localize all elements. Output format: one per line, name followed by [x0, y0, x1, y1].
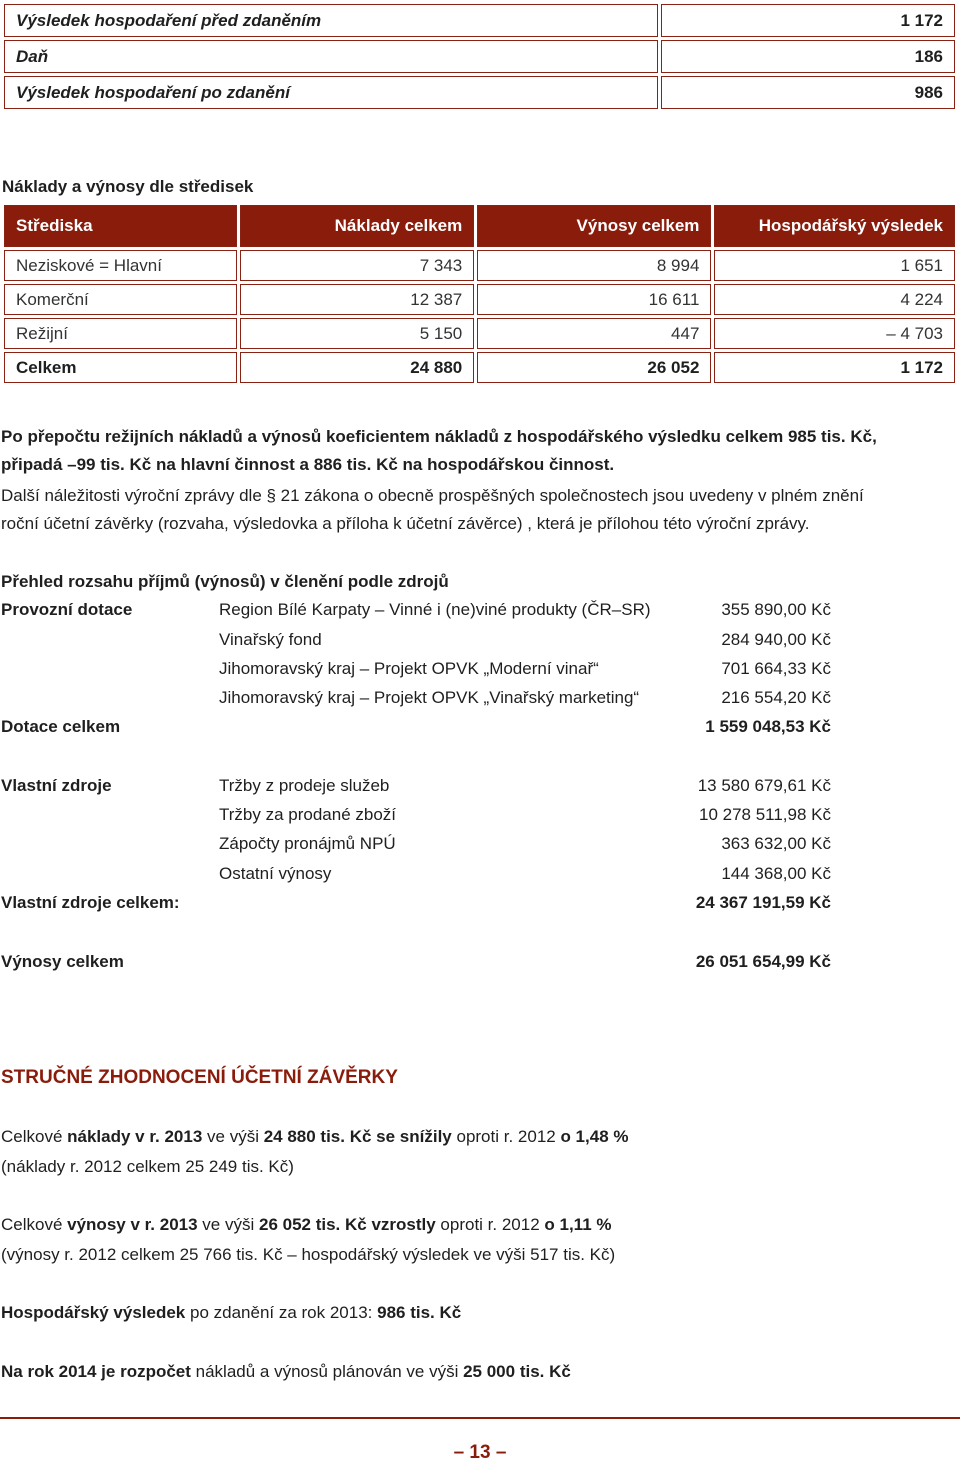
- result-value: 1 172: [661, 4, 955, 37]
- bold-span: 25 000 tis. Kč: [463, 1362, 571, 1381]
- grand-total-row: [1, 952, 831, 978]
- budget-line: [1, 1362, 571, 1382]
- table-cell: 12 387: [240, 284, 474, 315]
- table-cell: 5 150: [240, 318, 474, 349]
- subtotal-label: Vlastní zdroje celkem:: [1, 893, 180, 912]
- list-item: [1, 659, 831, 685]
- list-item: [1, 834, 831, 860]
- column-header: Výnosy celkem: [477, 205, 711, 247]
- bold-span: 26 052 tis. Kč vzrostly: [258, 1215, 436, 1234]
- item-amount: 284 940,00 Kč: [721, 630, 831, 649]
- legal-line: Další náležitosti výroční zprávy dle § 21 zákona o obecně prospěšných společnostech jsou uvedeny v plném znění: [1, 486, 864, 505]
- revenues-line: [1, 1215, 612, 1235]
- table-row: [4, 284, 955, 315]
- subtotal-amount: 24 367 191,59 Kč: [695, 893, 831, 912]
- result-table: [1, 1, 958, 112]
- text-span: Celkové: [1, 1215, 68, 1234]
- bold-span: o 1,48 %: [560, 1127, 629, 1146]
- table-cell: 1 172: [714, 352, 955, 383]
- text-span: nákladů a výnosů plánován ve výši: [190, 1362, 464, 1381]
- text-span: Celkové: [1, 1127, 68, 1146]
- result-line: [1, 1303, 461, 1323]
- table-cell: Celkem: [4, 352, 237, 383]
- item-amount: 216 554,20 Kč: [721, 688, 831, 707]
- list-item: [1, 630, 831, 656]
- subtotal-row: [1, 717, 831, 743]
- page-number: – 13 –: [453, 1442, 507, 1463]
- table-row: [4, 250, 955, 281]
- group-label: Vlastní zdroje: [1, 776, 112, 795]
- item-description: Tržby za prodané zboží: [219, 805, 397, 824]
- bold-span: 986 tis. Kč: [377, 1303, 462, 1322]
- item-amount: 363 632,00 Kč: [721, 834, 831, 853]
- table-cell: Režijní: [4, 318, 237, 349]
- text-span: ve výši: [202, 1127, 264, 1146]
- list-item: [1, 688, 831, 714]
- list-item: [1, 600, 831, 626]
- text-span: po zdanění za rok 2013:: [185, 1303, 378, 1322]
- item-amount: 13 580 679,61 Kč: [697, 776, 831, 795]
- table-row-total: [4, 352, 955, 383]
- item-description: Region Bílé Karpaty – Vinné i (ne)viné produkty (ČR–SR): [219, 600, 651, 619]
- column-header: Střediska: [4, 205, 237, 247]
- subtotal-amount: 1 559 048,53 Kč: [705, 717, 831, 736]
- item-amount: 355 890,00 Kč: [721, 600, 831, 619]
- costs-line: [1, 1127, 629, 1147]
- list-item: [1, 805, 831, 831]
- table-cell: 7 343: [240, 250, 474, 281]
- list-item: [1, 776, 831, 802]
- bold-span: výnosy v r. 2013: [67, 1215, 198, 1234]
- table-cell: 4 224: [714, 284, 955, 315]
- grand-total-label: Výnosy celkem: [1, 952, 124, 971]
- column-header: Hospodářský výsledek: [714, 205, 955, 247]
- item-description: Jihomoravský kraj – Projekt OPVK „Vinařský marketing“: [219, 688, 640, 707]
- subtotal-label: Dotace celkem: [1, 717, 121, 736]
- costs-line-2: (náklady r. 2012 celkem 25 249 tis. Kč): [1, 1157, 294, 1176]
- item-amount: 701 664,33 Kč: [721, 659, 831, 678]
- table-row: [4, 318, 955, 349]
- table-cell: 26 052: [477, 352, 711, 383]
- table-cell: 8 994: [477, 250, 711, 281]
- result-value: 186: [661, 40, 955, 73]
- footer-divider: [0, 1417, 960, 1419]
- table-cell: – 4 703: [714, 318, 955, 349]
- note-line: Po přepočtu režijních nákladů a výnosů koeficientem nákladů z hospodářského výsledku celkem 985 tis. Kč,: [1, 427, 877, 446]
- column-header: Náklady celkem: [240, 205, 474, 247]
- table-row: [4, 4, 955, 37]
- legal-note: [1, 482, 956, 538]
- sources-title: Přehled rozsahu příjmů (výnosů) v členění podle zdrojů: [1, 572, 449, 591]
- table-row: [4, 76, 955, 109]
- note-line: připadá –99 tis. Kč na hlavní činnost a 886 tis. Kč na hospodářskou činnost.: [1, 455, 615, 474]
- bold-span: náklady v r. 2013: [67, 1127, 203, 1146]
- table-cell: 1 651: [714, 250, 955, 281]
- item-description: Zápočty pronájmů NPÚ: [219, 834, 396, 853]
- table-cell: 16 611: [477, 284, 711, 315]
- bold-span: o 1,11 %: [544, 1215, 612, 1234]
- item-amount: 144 368,00 Kč: [721, 864, 831, 883]
- item-description: Tržby z prodeje služeb: [219, 776, 390, 795]
- table-header-row: [4, 205, 955, 247]
- text-span: oproti r. 2012: [435, 1215, 545, 1234]
- revenues-line-2: (výnosy r. 2012 celkem 25 766 tis. Kč – hospodářský výsledek ve výši 517 tis. Kč): [1, 1245, 616, 1264]
- summary-heading: STRUČNÉ ZHODNOCENÍ ÚČETNÍ ZÁVĚRKY: [1, 1067, 398, 1088]
- table-row: [4, 40, 955, 73]
- item-description: Vinařský fond: [219, 630, 322, 649]
- legal-line: roční účetní závěrky (rozvaha, výsledovka a příloha k účetní závěrce) , která je přílohou této výroční zprávy.: [1, 514, 810, 533]
- bold-span: 24 880 tis. Kč se snížily: [263, 1127, 452, 1146]
- table-cell: 447: [477, 318, 711, 349]
- bold-span: Hospodářský výsledek: [1, 1303, 186, 1322]
- list-item: [1, 864, 831, 890]
- result-value: 986: [661, 76, 955, 109]
- result-label: Daň: [4, 40, 658, 73]
- subtotal-row: [1, 893, 831, 919]
- grand-total-amount: 26 051 654,99 Kč: [695, 952, 831, 971]
- result-label: Výsledek hospodaření po zdanění: [4, 76, 658, 109]
- text-span: ve výši: [197, 1215, 259, 1234]
- recalculation-note: [1, 423, 956, 479]
- centers-title: Náklady a výnosy dle středisek: [2, 177, 254, 196]
- text-span: oproti r. 2012: [451, 1127, 561, 1146]
- item-description: Jihomoravský kraj – Projekt OPVK „Moderní vinař“: [219, 659, 599, 678]
- table-cell: Neziskové = Hlavní: [4, 250, 237, 281]
- result-label: Výsledek hospodaření před zdaněním: [4, 4, 658, 37]
- centers-table: [1, 202, 958, 386]
- group-label: Provozní dotace: [1, 600, 133, 619]
- table-cell: 24 880: [240, 352, 474, 383]
- bold-span: Na rok 2014 je rozpočet: [1, 1362, 191, 1381]
- item-description: Ostatní výnosy: [219, 864, 332, 883]
- table-cell: Komerční: [4, 284, 237, 315]
- item-amount: 10 278 511,98 Kč: [698, 805, 831, 824]
